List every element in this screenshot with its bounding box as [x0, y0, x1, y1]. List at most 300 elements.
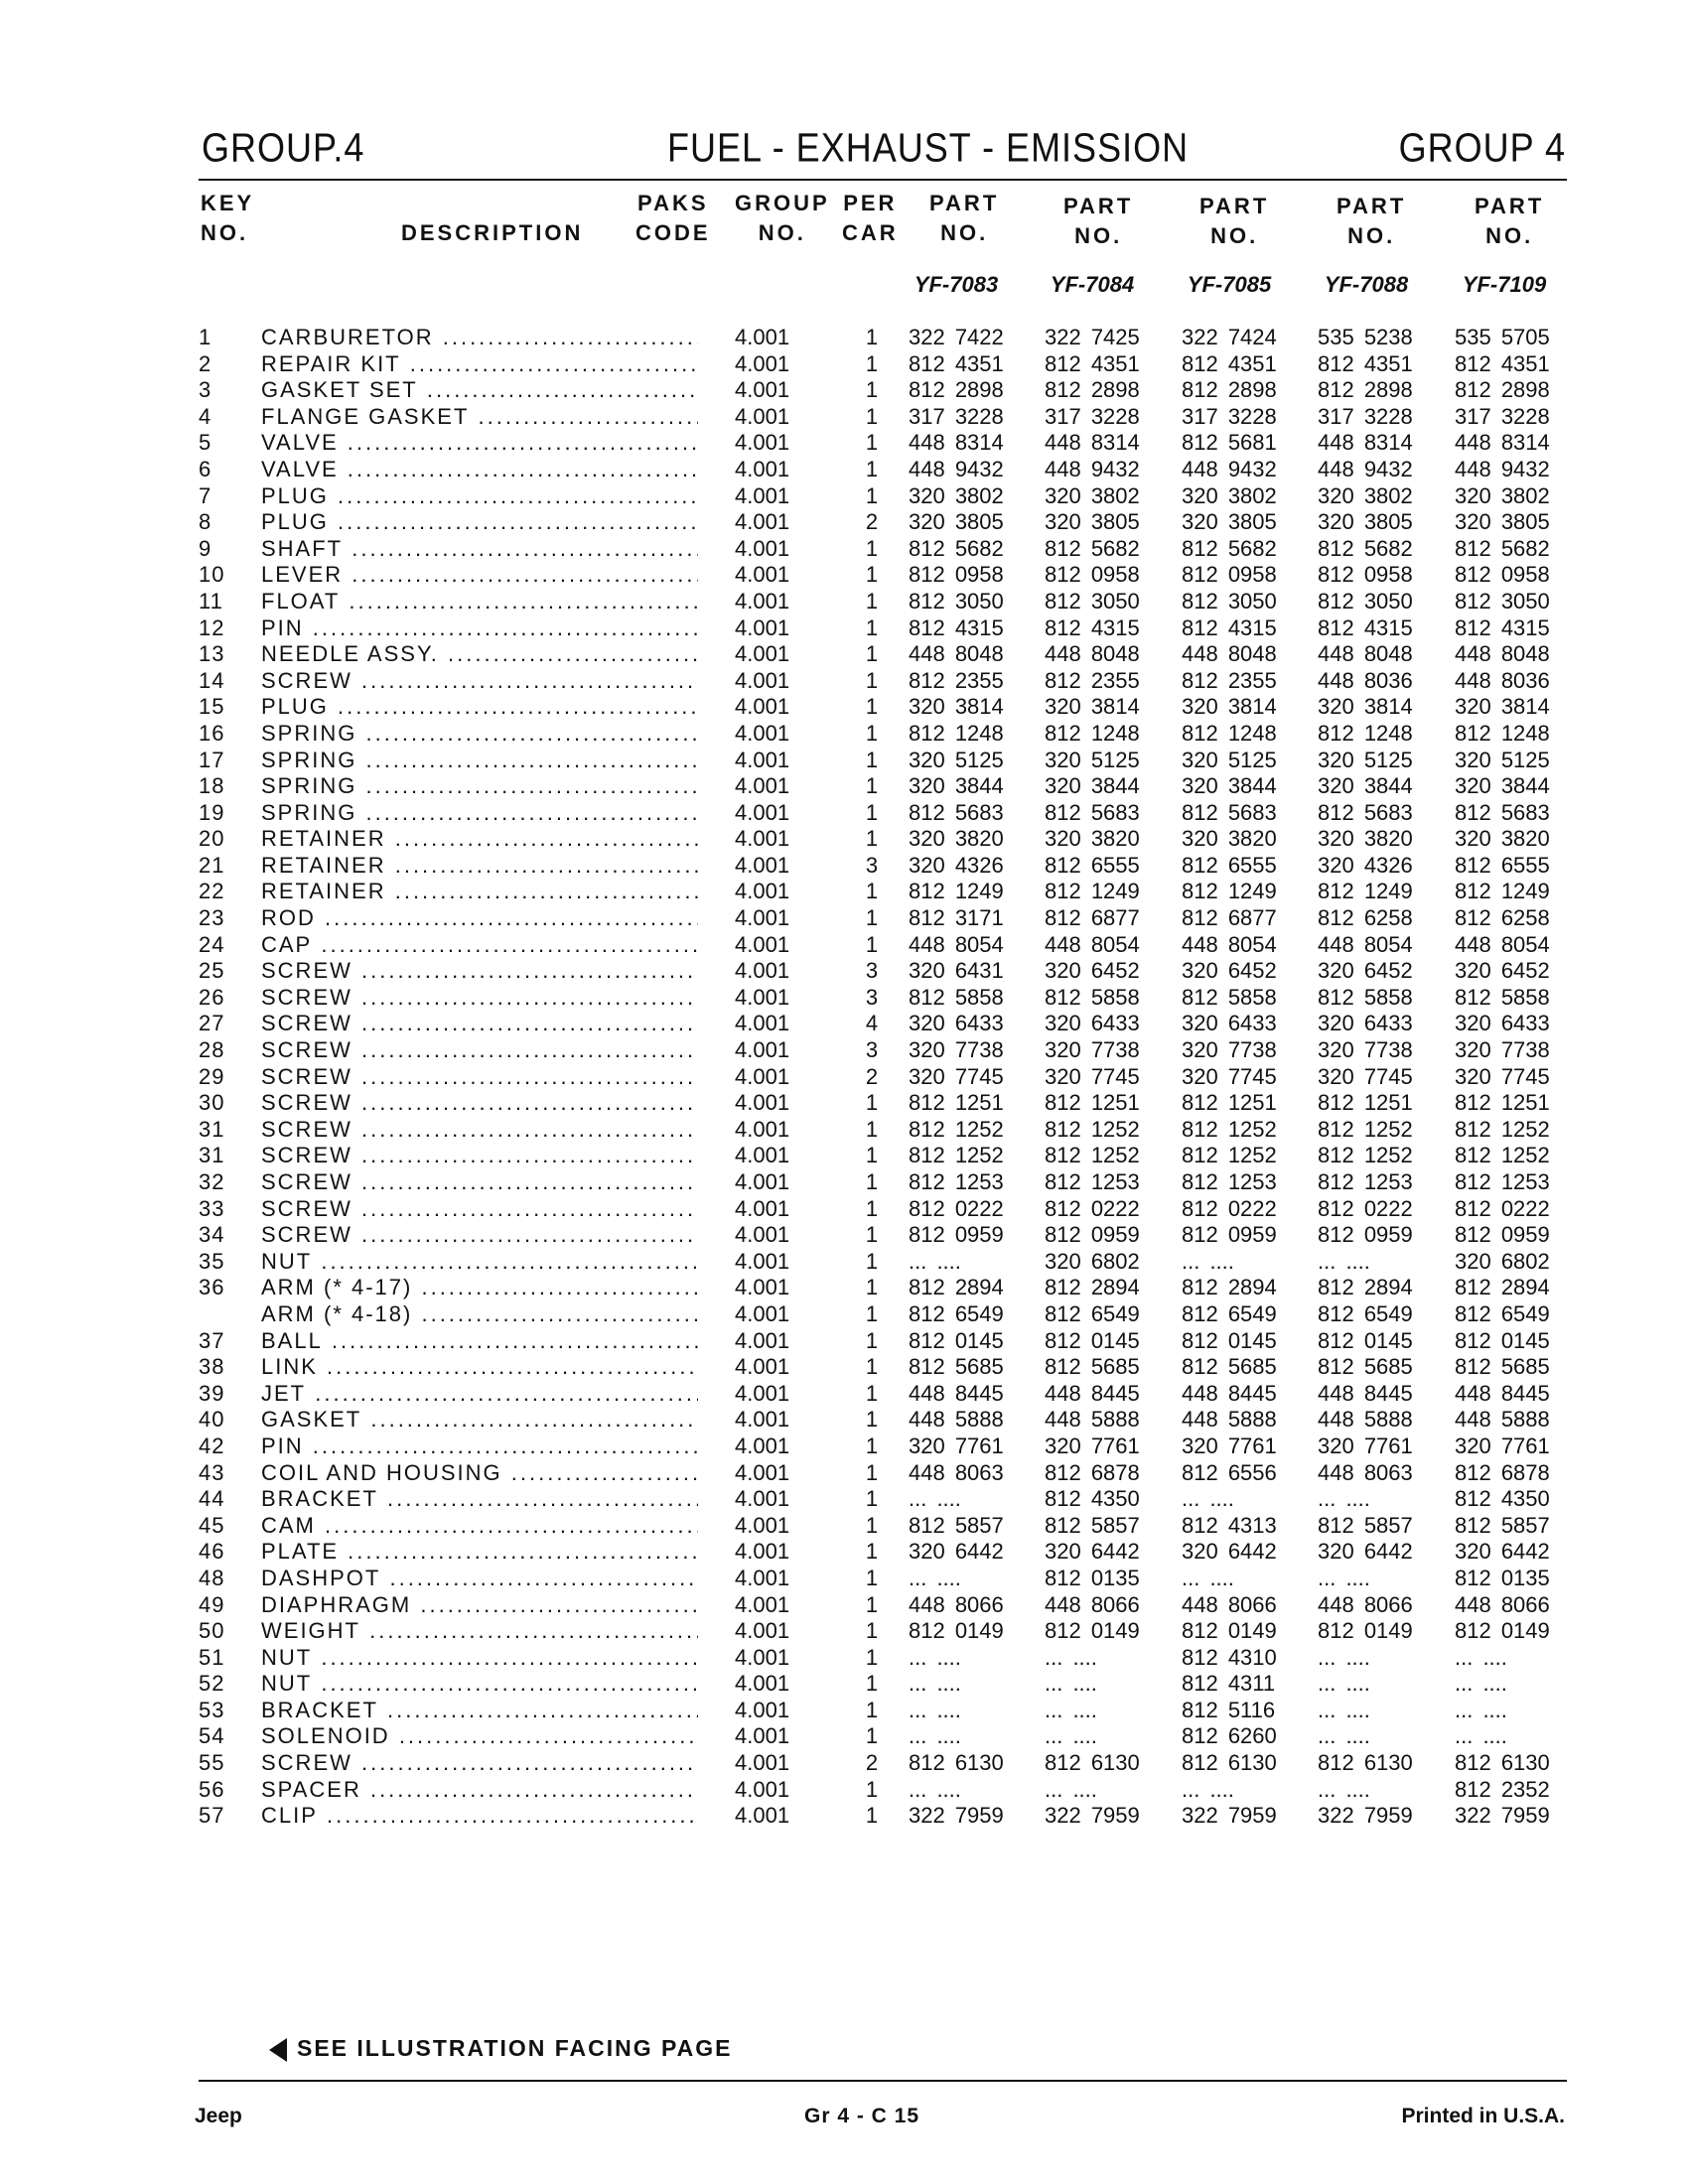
group-no-cell: 4.001: [735, 1433, 790, 1458]
table-row: [0, 905, 1688, 932]
table-row: [0, 1803, 1688, 1830]
part-no-cell: 812 0222: [1182, 1195, 1277, 1221]
group-no-cell: 4.001: [735, 1011, 790, 1036]
group-no-cell: 4.001: [735, 1512, 790, 1538]
part-no-cell: 812 4315: [1045, 614, 1140, 640]
per-car-cell: 1: [865, 588, 879, 614]
part-no-cell: 320 3805: [1045, 509, 1140, 535]
part-no-cell: 812 2898: [1455, 377, 1550, 403]
model-label-2: YF-7084: [1050, 272, 1135, 297]
group-no-cell: 4.001: [735, 1776, 790, 1802]
part-no-cell: 812 5857: [1045, 1512, 1140, 1538]
part-no-cell: 812 1252: [1182, 1116, 1277, 1142]
description-cell: NUT .....: [261, 1671, 698, 1697]
group-no-cell: 4.001: [735, 1169, 790, 1194]
key-no-cell: 4: [199, 403, 212, 429]
description-header: DESCRIPTION: [401, 220, 584, 245]
group-no-cell: 4.001: [735, 1459, 790, 1485]
per-car-cell: 1: [865, 667, 879, 693]
part-no-cell: 317 3228: [1045, 403, 1140, 429]
part-no-cell: 812 6555: [1455, 852, 1550, 878]
part-no-cell: 812 2355: [1182, 667, 1277, 693]
part-no-cell: 812 5116: [1182, 1697, 1276, 1722]
part-no-cell: 320 5125: [1318, 747, 1413, 772]
part-no-cell: 448 8314: [1318, 430, 1413, 456]
key-no-cell: 57: [199, 1803, 225, 1829]
group-no-cell: 4.001: [735, 747, 790, 772]
description-cell: SCREW .....: [261, 1064, 698, 1090]
per-car-cell: 1: [865, 1723, 879, 1749]
part-no-cell: 448 8054: [1455, 931, 1550, 957]
table-row: [0, 1460, 1688, 1487]
part-no-cell: 812 0135: [1455, 1565, 1550, 1590]
key-no-cell: 11: [199, 588, 223, 614]
part-no-cell: 812 5685: [1045, 1354, 1140, 1380]
part-no-cell: 320 3820: [1455, 826, 1550, 852]
part-no-cell: 448 8054: [1318, 931, 1413, 957]
part-no-cell: ... ....: [1318, 1644, 1370, 1670]
group-no-cell: 4.001: [735, 1275, 790, 1300]
part-no-cell: 320 6442: [1455, 1539, 1550, 1565]
part-no-cell: 448 8063: [1318, 1459, 1413, 1485]
part-no-cell: 448 8445: [1318, 1380, 1413, 1406]
table-row: [0, 721, 1688, 748]
part-no-cell: ... ....: [1182, 1565, 1234, 1590]
per-car-cell: 1: [865, 720, 879, 746]
group-no-cell: 4.001: [735, 562, 790, 588]
key-no-cell: 53: [199, 1697, 225, 1722]
description-cell: PLUG .....: [261, 509, 698, 535]
part-no-cell: ... ....: [1318, 1248, 1370, 1274]
table-row: [0, 826, 1688, 853]
part-no-cell: 812 3050: [909, 588, 1004, 614]
description-cell: GASKET .....: [261, 1407, 698, 1433]
per-car-cell: 1: [865, 1803, 879, 1829]
part-no-cell: 320 6452: [1318, 958, 1413, 984]
part-no-cell: 812 5681: [1182, 430, 1277, 456]
footer-brand: Jeep: [195, 2105, 242, 2127]
description-cell: ARM (* 4-18) .....: [261, 1301, 698, 1327]
group-no-cell: 4.001: [735, 879, 790, 904]
part-no-cell: ... ....: [1455, 1671, 1507, 1697]
part-no-cell: 812 1252: [1455, 1116, 1550, 1142]
part-no-cell: 317 3228: [1182, 403, 1277, 429]
part-no-cell: 812 5682: [1045, 535, 1140, 561]
part-no-cell: 320 7761: [909, 1433, 1004, 1458]
group-no-cell: 4.001: [735, 1750, 790, 1776]
part-no-cell: 320 5125: [909, 747, 1004, 772]
description-cell: SCREW .....: [261, 1011, 698, 1036]
part-no-cell: ... ....: [909, 1644, 961, 1670]
part-no-cell: 812 2355: [909, 667, 1004, 693]
part-no-cell: 320 6442: [909, 1539, 1004, 1565]
group-no-cell: 4.001: [735, 1591, 790, 1617]
key-no-cell: 3: [199, 377, 212, 403]
model-label-1: YF-7083: [914, 272, 999, 297]
group-no-cell: 4.001: [735, 1143, 790, 1168]
part-no-cell: 812 5685: [909, 1354, 1004, 1380]
part-no-cell: 320 3802: [1045, 482, 1140, 508]
part-no-cell: 812 0145: [1182, 1327, 1277, 1353]
per-car-cell: 3: [865, 958, 879, 984]
group-no-cell: 4.001: [735, 1644, 790, 1670]
part-no-cell: ... ....: [1045, 1697, 1097, 1722]
part-no-cell: 448 8048: [909, 641, 1004, 667]
part-no-cell: 320 3802: [909, 482, 1004, 508]
part-no-cell: 448 8036: [1455, 667, 1550, 693]
per-car-cell: 1: [865, 1327, 879, 1353]
part-no-cell: 812 4315: [909, 614, 1004, 640]
description-cell: SPRING .....: [261, 773, 698, 799]
key-no-cell: 13: [199, 641, 225, 667]
part-no-cell: 448 8314: [909, 430, 1004, 456]
part-no-header-2: PART NO.: [1063, 194, 1134, 248]
description-cell: SPRING .....: [261, 721, 698, 747]
part-no-cell: 812 3050: [1045, 588, 1140, 614]
part-no-cell: 812 2352: [1455, 1776, 1550, 1802]
description-cell: NEEDLE ASSY. .....: [261, 641, 698, 667]
per-car-cell: 1: [865, 1776, 879, 1802]
table-row: [0, 351, 1688, 378]
part-no-cell: 812 0959: [1182, 1222, 1277, 1248]
per-car-cell: 1: [865, 641, 879, 667]
per-car-cell: 1: [865, 1090, 879, 1116]
part-no-cell: 448 9432: [909, 456, 1004, 481]
part-no-cell: 322 7422: [909, 325, 1004, 349]
part-no-cell: 812 4315: [1318, 614, 1413, 640]
group-no-cell: 4.001: [735, 905, 790, 931]
description-cell: SOLENOID .....: [261, 1723, 698, 1749]
part-no-cell: 812 1253: [1455, 1169, 1550, 1194]
part-no-cell: 812 3050: [1455, 588, 1550, 614]
key-no-cell: 2: [199, 350, 212, 376]
part-no-cell: 448 8445: [1455, 1380, 1550, 1406]
description-cell: SCREW .....: [261, 1169, 698, 1195]
part-no-cell: 320 6442: [1182, 1539, 1277, 1565]
group-no-cell: 4.001: [735, 1671, 790, 1697]
description-cell: DIAPHRAGM .....: [261, 1592, 698, 1618]
description-cell: COIL AND HOUSING .....: [261, 1460, 698, 1486]
part-no-cell: 320 7745: [909, 1063, 1004, 1089]
part-no-cell: 448 5888: [1318, 1407, 1413, 1433]
part-no-cell: 448 8314: [1045, 430, 1140, 456]
part-no-cell: 812 1252: [1455, 1143, 1550, 1168]
part-no-cell: 812 4351: [1455, 350, 1550, 376]
part-no-cell: 320 3814: [1318, 694, 1413, 720]
part-no-cell: 812 2894: [1318, 1275, 1413, 1300]
table-row: [0, 1143, 1688, 1169]
part-no-header-3: PART NO.: [1199, 194, 1270, 248]
key-no-cell: 31: [199, 1116, 225, 1142]
table-row: [0, 1037, 1688, 1064]
part-no-cell: 320 6452: [1455, 958, 1550, 984]
part-no-cell: 812 6549: [1455, 1300, 1550, 1326]
key-no-cell: 52: [199, 1671, 225, 1697]
description-cell: BALL .....: [261, 1328, 698, 1354]
key-no-cell: 23: [199, 905, 225, 931]
part-no-cell: 322 7424: [1182, 325, 1277, 349]
group-no-cell: 4.001: [735, 535, 790, 561]
part-no-cell: 812 6549: [1318, 1300, 1413, 1326]
part-no-cell: 812 1248: [909, 720, 1004, 746]
part-no-cell: 320 7738: [1318, 1037, 1413, 1063]
group-no-cell: 4.001: [735, 377, 790, 403]
part-no-cell: 812 1252: [1045, 1116, 1140, 1142]
part-no-cell: 812 0149: [1318, 1618, 1413, 1644]
part-no-cell: 812 0958: [909, 562, 1004, 588]
description-cell: CLIP .....: [261, 1803, 698, 1829]
part-no-cell: ... ....: [909, 1248, 961, 1274]
part-no-cell: 448 8066: [909, 1591, 1004, 1617]
description-cell: SCREW .....: [261, 1143, 698, 1168]
table-row: [0, 1354, 1688, 1381]
description-cell: VALVE .....: [261, 430, 698, 456]
part-no-cell: 812 6877: [1182, 905, 1277, 931]
description-cell: PIN .....: [261, 1433, 698, 1459]
table-row: [0, 1275, 1688, 1301]
per-car-cell: 1: [865, 350, 879, 376]
part-no-cell: 320 7738: [1455, 1037, 1550, 1063]
part-no-cell: 320 5125: [1455, 747, 1550, 772]
part-no-cell: 448 8066: [1182, 1591, 1277, 1617]
per-car-cell: 1: [865, 562, 879, 588]
part-no-cell: 812 4311: [1182, 1671, 1276, 1697]
description-cell: RETAINER .....: [261, 879, 698, 904]
description-cell: SCREW .....: [261, 1090, 698, 1116]
part-no-cell: ... ....: [909, 1723, 961, 1749]
part-no-cell: 320 7761: [1455, 1433, 1550, 1458]
key-no-cell: 33: [199, 1195, 225, 1221]
part-no-cell: 320 3844: [909, 773, 1004, 799]
per-car-cell: 1: [865, 456, 879, 481]
group-no-cell: 4.001: [735, 852, 790, 878]
part-no-cell: 812 5682: [1455, 535, 1550, 561]
group-no-cell: 4.001: [735, 588, 790, 614]
group-no-cell: 4.001: [735, 720, 790, 746]
part-no-cell: 812 1252: [1318, 1116, 1413, 1142]
part-no-cell: 448 8314: [1455, 430, 1550, 456]
table-row: [0, 562, 1688, 589]
key-no-cell: 16: [199, 720, 225, 746]
page-title: FUEL - EXHAUST - EMISSION: [667, 124, 1190, 171]
group-no-cell: 4.001: [735, 1300, 790, 1326]
key-no-cell: 28: [199, 1037, 225, 1063]
part-no-cell: 448 8445: [1182, 1380, 1277, 1406]
printed-in: Printed in U.S.A.: [1401, 2105, 1565, 2127]
part-no-cell: 322 7959: [1455, 1803, 1550, 1829]
part-no-cell: 320 7745: [1455, 1063, 1550, 1089]
part-no-cell: 320 7745: [1182, 1063, 1277, 1089]
table-row: [0, 1486, 1688, 1513]
table-row: [0, 1169, 1688, 1196]
per-car-cell: 1: [865, 1433, 879, 1458]
description-cell: PLATE .....: [261, 1539, 698, 1565]
part-no-cell: 320 7745: [1318, 1063, 1413, 1089]
description-cell: SHAFT .....: [261, 536, 698, 562]
key-no-cell: 26: [199, 984, 225, 1010]
description-cell: CAM .....: [261, 1513, 698, 1539]
description-cell: REPAIR KIT .....: [261, 351, 698, 377]
table-row: [0, 1513, 1688, 1540]
part-no-cell: 812 5858: [1455, 984, 1550, 1010]
description-cell: SPRING .....: [261, 800, 698, 826]
description-cell: SCREW .....: [261, 1117, 698, 1143]
part-no-cell: 812 2894: [1182, 1275, 1277, 1300]
per-car-cell: 1: [865, 482, 879, 508]
per-car-cell: 1: [865, 1459, 879, 1485]
per-car-cell: 3: [865, 984, 879, 1010]
table-row: [0, 773, 1688, 800]
part-no-cell: 320 6452: [1045, 958, 1140, 984]
part-no-cell: 812 6130: [1045, 1750, 1140, 1776]
group-no-cell: 4.001: [735, 1248, 790, 1274]
table-row: [0, 853, 1688, 880]
part-no-cell: 812 2898: [1318, 377, 1413, 403]
per-car-cell: 1: [865, 1618, 879, 1644]
part-no-cell: 320 3802: [1182, 482, 1277, 508]
key-no-cell: 17: [199, 747, 225, 772]
per-car-cell: 2: [865, 509, 879, 535]
part-no-cell: 320 6442: [1045, 1539, 1140, 1565]
per-car-cell: 1: [865, 1539, 879, 1565]
group-no-cell: 4.001: [735, 614, 790, 640]
part-no-cell: 812 0145: [909, 1327, 1004, 1353]
part-no-cell: 448 5888: [1045, 1407, 1140, 1433]
description-cell: PLUG .....: [261, 694, 698, 720]
per-car-cell: 2: [865, 1063, 879, 1089]
group-no-cell: 4.001: [735, 667, 790, 693]
per-car-cell: 1: [865, 403, 879, 429]
table-row: [0, 457, 1688, 483]
description-cell: CAP .....: [261, 932, 698, 958]
table-row: [0, 985, 1688, 1012]
part-no-cell: 448 8048: [1318, 641, 1413, 667]
group-no-cell: 4.001: [735, 931, 790, 957]
description-cell: WEIGHT .....: [261, 1618, 698, 1644]
part-no-cell: 812 6878: [1045, 1459, 1140, 1485]
group-no-cell: 4.001: [735, 325, 790, 349]
part-no-cell: 448 8054: [909, 931, 1004, 957]
part-no-cell: 320 3844: [1318, 773, 1413, 799]
per-car-cell: 1: [865, 879, 879, 904]
part-no-cell: 812 6130: [909, 1750, 1004, 1776]
per-car-cell: 1: [865, 1565, 879, 1590]
description-cell: SCREW .....: [261, 1037, 698, 1063]
part-no-cell: 320 3844: [1455, 773, 1550, 799]
part-no-cell: 448 8445: [1045, 1380, 1140, 1406]
part-no-cell: 320 3814: [1455, 694, 1550, 720]
key-no-cell: 5: [199, 430, 212, 456]
part-no-cell: 320 3805: [1318, 509, 1413, 535]
part-no-cell: 448 8066: [1318, 1591, 1413, 1617]
part-no-cell: ... ....: [1318, 1671, 1370, 1697]
table-row: [0, 1723, 1688, 1750]
description-cell: FLANGE GASKET .....: [261, 404, 698, 430]
key-no-cell: 10: [199, 562, 225, 588]
table-row: [0, 509, 1688, 536]
part-no-cell: ... ....: [1182, 1486, 1234, 1512]
key-no-cell: 46: [199, 1539, 225, 1565]
part-no-cell: 317 3228: [1455, 403, 1550, 429]
part-no-cell: 812 6878: [1455, 1459, 1550, 1485]
key-no-cell: 18: [199, 773, 225, 799]
part-no-cell: 320 6431: [909, 958, 1004, 984]
group-no-cell: 4.001: [735, 1354, 790, 1380]
table-row: [0, 1011, 1688, 1037]
key-no-cell: 45: [199, 1512, 225, 1538]
part-no-cell: 812 0959: [1045, 1222, 1140, 1248]
key-no-cell: 27: [199, 1011, 225, 1036]
part-no-cell: 812 1253: [909, 1169, 1004, 1194]
table-row: [0, 1222, 1688, 1249]
part-no-cell: 320 3814: [1182, 694, 1277, 720]
key-no-cell: 14: [199, 667, 225, 693]
part-no-cell: 812 0145: [1318, 1327, 1413, 1353]
description-cell: ARM (* 4-17) .....: [261, 1275, 698, 1300]
per-car-cell: 2: [865, 1750, 879, 1776]
part-no-cell: ... ....: [909, 1776, 961, 1802]
table-row: [0, 1539, 1688, 1566]
table-row: [0, 1592, 1688, 1619]
part-no-cell: 812 6555: [1182, 852, 1277, 878]
part-no-cell: 812 5857: [1318, 1512, 1413, 1538]
per-car-cell: 1: [865, 931, 879, 957]
table-row: [0, 589, 1688, 615]
part-no-cell: 812 4315: [1182, 614, 1277, 640]
part-no-cell: 320 3802: [1455, 482, 1550, 508]
part-no-cell: 448 8066: [1045, 1591, 1140, 1617]
part-no-cell: 812 5685: [1318, 1354, 1413, 1380]
description-cell: RETAINER .....: [261, 826, 698, 852]
table-row: [0, 536, 1688, 563]
description-cell: LEVER .....: [261, 562, 698, 588]
group-no-cell: 4.001: [735, 430, 790, 456]
part-no-cell: 448 5888: [1455, 1407, 1550, 1433]
description-cell: SCREW .....: [261, 1222, 698, 1248]
description-cell: PIN .....: [261, 615, 698, 641]
part-no-cell: 812 1251: [909, 1090, 1004, 1116]
part-no-cell: 812 1248: [1045, 720, 1140, 746]
key-no-cell: 44: [199, 1486, 225, 1512]
description-cell: NUT .....: [261, 1645, 698, 1671]
table-row: [0, 1090, 1688, 1117]
part-no-cell: 320 3820: [1045, 826, 1140, 852]
part-no-cell: 320 6442: [1318, 1539, 1413, 1565]
part-no-cell: 812 0149: [1455, 1618, 1550, 1644]
part-no-cell: ... ....: [1318, 1565, 1370, 1590]
per-car-cell: 1: [865, 694, 879, 720]
key-no-cell: 36: [199, 1275, 225, 1300]
group-no-cell: 4.001: [735, 1380, 790, 1406]
part-no-cell: ... ....: [1045, 1776, 1097, 1802]
part-no-cell: 320 3805: [1455, 509, 1550, 535]
part-no-cell: 812 0959: [1318, 1222, 1413, 1248]
part-no-cell: 812 1249: [1045, 879, 1140, 904]
key-no-cell: 56: [199, 1776, 225, 1802]
key-no-cell: 43: [199, 1459, 225, 1485]
description-cell: DASHPOT .....: [261, 1566, 698, 1591]
key-no-cell: 32: [199, 1169, 225, 1194]
table-row: [0, 1777, 1688, 1804]
per-car-cell: 1: [865, 1275, 879, 1300]
part-no-cell: 448 5888: [909, 1407, 1004, 1433]
part-no-cell: 812 6130: [1455, 1750, 1550, 1776]
key-no-cell: 37: [199, 1327, 225, 1353]
part-no-cell: 320 6433: [1182, 1011, 1277, 1036]
table-row: [0, 1566, 1688, 1592]
part-no-cell: 812 4351: [1182, 350, 1277, 376]
table-row: [0, 404, 1688, 431]
